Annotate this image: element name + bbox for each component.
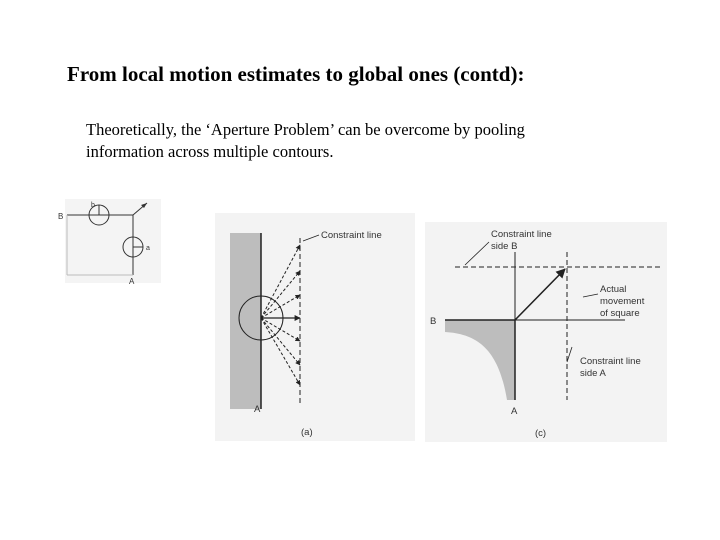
- label-a-corner: A: [129, 277, 135, 286]
- label-b: b: [91, 202, 95, 209]
- constraint-b-label-line-1: Constraint line: [491, 229, 552, 240]
- figure-background: [65, 199, 161, 283]
- actual-movement-label-line-2: movement: [600, 296, 645, 307]
- figure-a-single-edge: [213, 213, 418, 443]
- panel-a-label: (a): [301, 427, 313, 438]
- slide-title: From local motion estimates to global ones (contd):: [67, 62, 525, 86]
- constraint-a-label-line-1: Constraint line: [580, 356, 641, 367]
- constraint-line-label: Constraint line: [321, 230, 382, 241]
- actual-movement-label-line-3: of square: [600, 308, 640, 319]
- constraint-b-label-line-2: side B: [491, 241, 518, 252]
- edge-a-label: A: [254, 404, 261, 415]
- constraint-a-label-line-2: side A: [580, 368, 606, 379]
- body-text-line-2: information across multiple contours.: [86, 142, 334, 161]
- label-a: a: [146, 245, 150, 252]
- panel-c-label: (c): [535, 428, 547, 439]
- figure-c-intersection-of-constraints: [425, 222, 670, 444]
- shaded-surface: [230, 233, 261, 409]
- body-text: [86, 119, 646, 163]
- body-text-line-1: Theoretically, the ‘Aperture Problem’ can be overcome by pooling: [86, 120, 525, 139]
- label-b-corner: B: [58, 212, 64, 221]
- aperture-square-figure: [55, 195, 165, 287]
- edge-a-label: A: [511, 406, 518, 417]
- actual-movement-label-line-1: Actual: [600, 284, 627, 295]
- edge-b-label: B: [430, 316, 437, 327]
